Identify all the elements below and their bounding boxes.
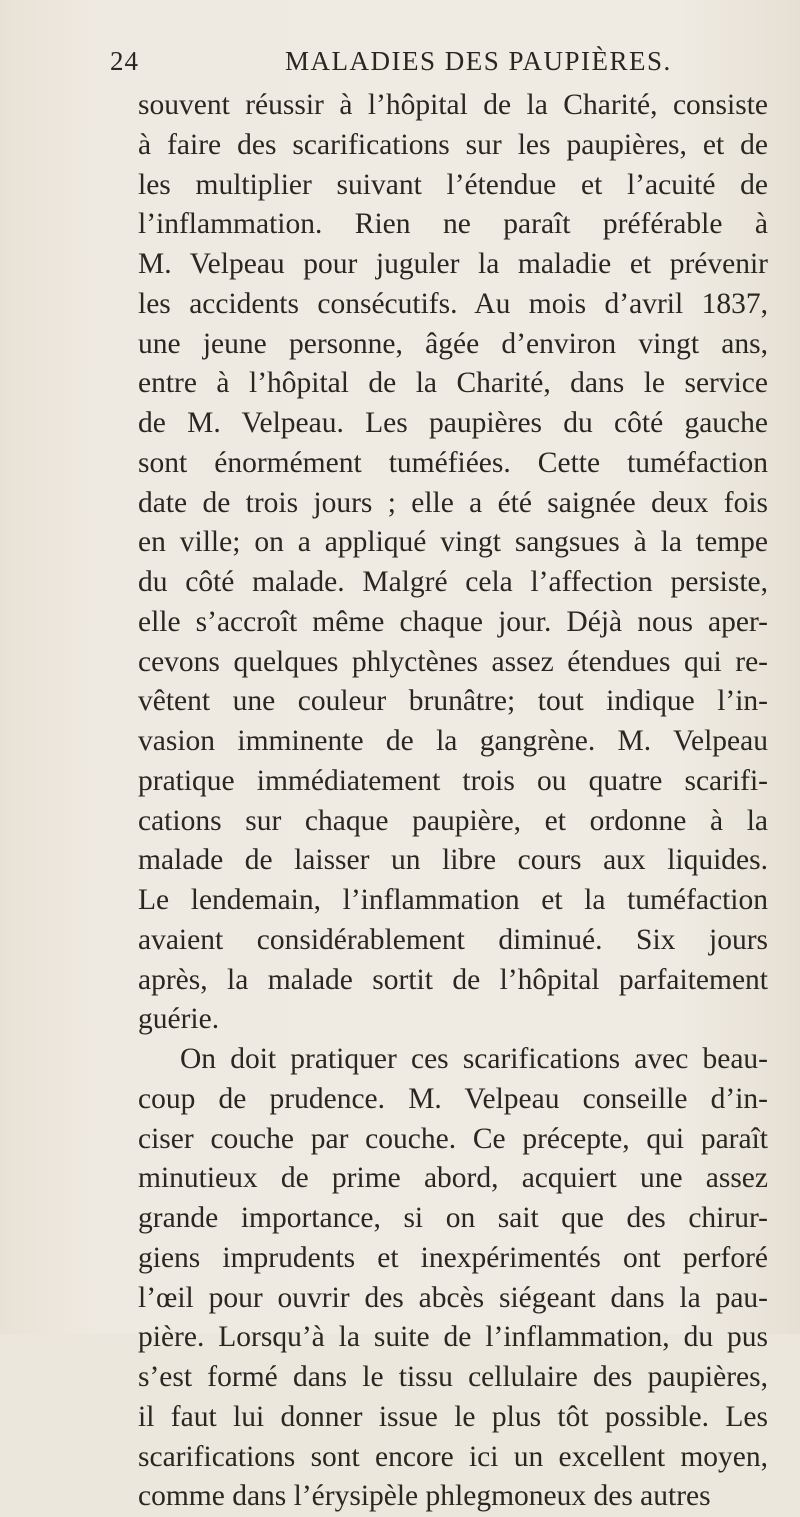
text-line: du côté malade. Malgré cela l’affection persiste, [138, 566, 768, 598]
text-line: comme dans l’érysipèle phlegmoneux des autres [138, 1480, 711, 1513]
text-line: cevons quelques phlyctènes assez étendues qui re- [138, 645, 768, 678]
text-line: grande importance, si on sait que des chirur- [138, 1202, 768, 1234]
text-line: guérie. [138, 1003, 220, 1036]
text-line: entre à l’hôpital de la Charité, dans le service [138, 367, 768, 400]
text-line: l’œil pour ouvrir des abcès siégeant dans la pau- [138, 1281, 768, 1314]
text-line: ciser couche par couche. Ce précepte, qui paraît [138, 1122, 768, 1155]
text-line: pratique immédiatement trois ou quatre scarifi- [138, 764, 768, 797]
text-line: après, la malade sortit de l’hôpital parfaitement [138, 963, 768, 996]
text-line: minutieux de prime abord, acquiert une assez [138, 1162, 768, 1195]
text-line: vasion imminente de la gangrène. M. Velpeau [138, 725, 768, 757]
text-line: malade de laisser un libre cours aux liquides. [138, 844, 768, 877]
text-line: avaient considérablement diminué. Six jours [138, 923, 768, 956]
text-line: pière. Lorsqu’à la suite de l’inflammation, du pus [138, 1321, 768, 1354]
text-line: cations sur chaque paupière, et ordonne à la [138, 804, 768, 837]
text-line: On doit pratiquer ces scarifications avec beau- [180, 1043, 768, 1075]
text-line: les multiplier suivant l’étendue et l’acuité de [138, 168, 768, 201]
text-line: elle s’accroît même chaque jour. Déjà nous aper- [138, 605, 768, 638]
text-line: les accidents consécutifs. Au mois d’avril 1837, [138, 287, 768, 320]
text-line: giens imprudents et inexpérimentés ont perforé [138, 1241, 768, 1274]
text-line: l’inflammation. Rien ne paraît préférable à [138, 208, 768, 241]
text-line: vêtent une couleur brunâtre; tout indique l’in- [138, 685, 768, 718]
text-line: il faut lui donner issue le plus tôt possible. Les [138, 1400, 768, 1433]
text-line: M. Velpeau pour juguler la maladie et prévenir [138, 248, 768, 280]
text-line: date de trois jours ; elle a été saignée deux fois [138, 486, 768, 519]
running-head: MALADIES DES PAUPIÈRES. [285, 46, 672, 76]
text-line: coup de prudence. M. Velpeau conseille d’in- [138, 1082, 768, 1115]
text-line: souvent réussir à l’hôpital de la Charité, consiste [138, 89, 768, 121]
text-line: sont énormément tuméfiées. Cette tuméfaction [138, 446, 768, 479]
text-line: une jeune personne, âgée d’environ vingt ans, [138, 327, 768, 360]
text-line: à faire des scarifications sur les paupières, et de [138, 128, 768, 161]
text-line: s’est formé dans le tissu cellulaire des paupières, [138, 1361, 768, 1393]
text-line: scarifications sont encore ici un excellent moyen, [138, 1440, 768, 1473]
body-text [138, 86, 768, 1517]
text-line: en ville; on a appliqué vingt sangsues à la tempe [138, 526, 768, 559]
text-line: de M. Velpeau. Les paupières du côté gauche [138, 407, 768, 439]
text-line: Le lendemain, l’inflammation et la tuméfaction [138, 884, 768, 916]
page-number: 24 [110, 46, 139, 76]
